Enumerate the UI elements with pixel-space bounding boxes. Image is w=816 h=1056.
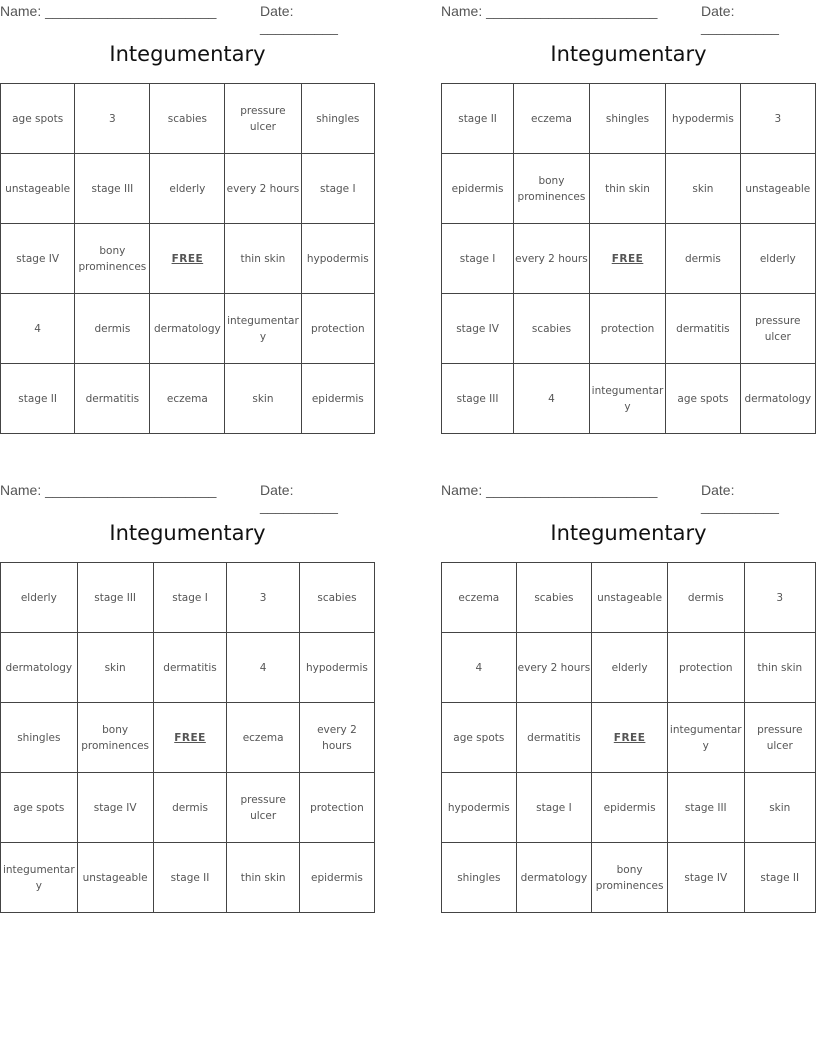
bingo-cell[interactable]: hypodermis <box>299 633 374 703</box>
grid-row <box>442 563 816 633</box>
bingo-cell[interactable]: eczema <box>150 364 225 434</box>
bingo-cell[interactable]: bony prominences <box>75 224 150 294</box>
grid-row <box>442 294 816 364</box>
bingo-cell[interactable]: skin <box>77 633 153 703</box>
bingo-cell[interactable]: eczema <box>227 703 299 773</box>
bingo-cell[interactable]: thin skin <box>225 224 301 294</box>
bingo-grid <box>441 83 816 434</box>
bingo-cell[interactable]: bony prominences <box>514 154 590 224</box>
bingo-cell[interactable]: integumentar y <box>225 294 301 364</box>
bingo-cell[interactable]: stage III <box>442 364 514 434</box>
bingo-cell[interactable]: dermatitis <box>153 633 227 703</box>
bingo-cell[interactable]: 4 <box>514 364 590 434</box>
bingo-cell[interactable]: pressure ulcer <box>740 294 815 364</box>
grid-row <box>442 703 816 773</box>
bingo-cell[interactable]: dermatitis <box>75 364 150 434</box>
bingo-cell[interactable]: stage I <box>516 773 592 843</box>
bingo-cell[interactable]: 3 <box>227 563 299 633</box>
bingo-cell[interactable]: hypodermis <box>442 773 517 843</box>
bingo-cell[interactable]: stage II <box>153 843 227 913</box>
bingo-cell[interactable]: 3 <box>744 563 815 633</box>
bingo-cell[interactable]: dermatitis <box>666 294 740 364</box>
grid-row <box>1 294 375 364</box>
bingo-grid <box>0 562 375 913</box>
bingo-cell[interactable]: hypodermis <box>666 84 740 154</box>
name-field-label[interactable]: Name: ______________________ <box>0 482 217 498</box>
bingo-cell[interactable]: shingles <box>442 843 517 913</box>
bingo-cell[interactable]: stage IV <box>1 224 75 294</box>
grid-row <box>442 633 816 703</box>
bingo-cell[interactable]: stage II <box>1 364 75 434</box>
card-title: Integumentary <box>550 521 707 545</box>
bingo-cell[interactable]: dermatology <box>516 843 592 913</box>
date-field-label[interactable]: Date: __________ <box>701 3 779 35</box>
bingo-cell[interactable]: stage II <box>442 84 514 154</box>
bingo-cell[interactable]: stage IV <box>442 294 514 364</box>
grid-row <box>1 773 375 843</box>
bingo-cell[interactable]: dermis <box>666 224 740 294</box>
bingo-cell[interactable]: eczema <box>514 84 590 154</box>
bingo-cell[interactable]: integumentar y <box>667 703 744 773</box>
grid-row <box>442 84 816 154</box>
bingo-cell[interactable]: shingles <box>301 84 374 154</box>
grid-row <box>1 224 375 294</box>
grid-row <box>442 364 816 434</box>
bingo-cell[interactable]: every 2 hours <box>516 633 592 703</box>
bingo-cell[interactable]: epidermis <box>592 773 668 843</box>
bingo-cell[interactable]: stage III <box>77 563 153 633</box>
bingo-cell[interactable]: stage I <box>301 154 374 224</box>
bingo-cell[interactable]: epidermis <box>442 154 514 224</box>
card-header <box>0 3 375 35</box>
bingo-cell[interactable]: hypodermis <box>301 224 374 294</box>
card-header <box>441 3 816 35</box>
name-field-label[interactable]: Name: ______________________ <box>441 482 658 498</box>
bingo-grid <box>0 83 375 434</box>
bingo-grid <box>441 562 816 913</box>
bingo-cell[interactable]: skin <box>666 154 740 224</box>
bingo-cell[interactable]: shingles <box>1 703 78 773</box>
card-header <box>441 482 816 514</box>
bingo-card <box>441 479 816 913</box>
bingo-cell[interactable]: every 2 hours <box>299 703 374 773</box>
bingo-cell[interactable]: scabies <box>514 294 590 364</box>
bingo-cell[interactable]: shingles <box>589 84 665 154</box>
grid-row <box>1 154 375 224</box>
grid-row <box>442 843 816 913</box>
grid-row <box>1 633 375 703</box>
date-field-label[interactable]: Date: __________ <box>260 3 338 35</box>
grid-row <box>1 703 375 773</box>
grid-row <box>1 563 375 633</box>
date-field-label[interactable]: Date: __________ <box>260 482 338 514</box>
grid-row <box>442 154 816 224</box>
bingo-cell[interactable]: scabies <box>299 563 374 633</box>
free-cell[interactable]: FREE <box>592 703 668 773</box>
name-field-label[interactable]: Name: ______________________ <box>441 3 658 19</box>
bingo-cell[interactable]: thin skin <box>589 154 665 224</box>
bingo-cell[interactable]: protection <box>667 633 744 703</box>
bingo-cell[interactable]: every 2 hours <box>514 224 590 294</box>
bingo-cell[interactable]: thin skin <box>227 843 299 913</box>
bingo-cell[interactable]: dermatitis <box>516 703 592 773</box>
free-cell[interactable]: FREE <box>150 224 225 294</box>
bingo-cell[interactable]: protection <box>299 773 374 843</box>
bingo-cell[interactable]: unstageable <box>1 154 75 224</box>
bingo-cell[interactable]: bony prominences <box>592 843 668 913</box>
bingo-cell[interactable]: dermis <box>75 294 150 364</box>
grid-row <box>442 224 816 294</box>
free-cell[interactable]: FREE <box>589 224 665 294</box>
grid-row <box>1 843 375 913</box>
bingo-cell[interactable]: scabies <box>150 84 225 154</box>
bingo-cell[interactable]: dermis <box>153 773 227 843</box>
bingo-cell[interactable]: stage III <box>75 154 150 224</box>
card-title: Integumentary <box>550 42 707 66</box>
bingo-card <box>0 479 375 913</box>
name-field-label[interactable]: Name: ______________________ <box>0 3 217 19</box>
bingo-cell[interactable]: integumentar y <box>1 843 78 913</box>
bingo-cell[interactable]: skin <box>225 364 301 434</box>
bingo-card <box>441 0 816 434</box>
grid-row <box>442 773 816 843</box>
bingo-cell[interactable]: 4 <box>1 294 75 364</box>
bingo-cell[interactable]: bony prominences <box>77 703 153 773</box>
bingo-cell[interactable]: elderly <box>740 224 815 294</box>
bingo-cell[interactable]: elderly <box>592 633 668 703</box>
bingo-cell[interactable]: stage IV <box>667 843 744 913</box>
bingo-cell[interactable]: stage I <box>442 224 514 294</box>
bingo-cell[interactable]: integumentar y <box>589 364 665 434</box>
bingo-card <box>0 0 375 434</box>
bingo-cell[interactable]: 3 <box>75 84 150 154</box>
bingo-cell[interactable]: pressure ulcer <box>744 703 815 773</box>
bingo-cell[interactable]: age spots <box>666 364 740 434</box>
bingo-cell[interactable]: eczema <box>442 563 517 633</box>
bingo-cell[interactable]: epidermis <box>301 364 374 434</box>
bingo-cell[interactable]: epidermis <box>299 843 374 913</box>
bingo-cell[interactable]: scabies <box>516 563 592 633</box>
bingo-cell[interactable]: dermatology <box>740 364 815 434</box>
bingo-cell[interactable]: protection <box>301 294 374 364</box>
grid-row <box>1 364 375 434</box>
bingo-cell[interactable]: stage IV <box>77 773 153 843</box>
grid-row <box>1 84 375 154</box>
bingo-cell[interactable]: 4 <box>227 633 299 703</box>
bingo-cell[interactable]: 4 <box>442 633 517 703</box>
bingo-cell[interactable]: dermatology <box>1 633 78 703</box>
card-title: Integumentary <box>109 521 266 545</box>
bingo-cell[interactable]: 3 <box>740 84 815 154</box>
bingo-cell[interactable]: dermatology <box>150 294 225 364</box>
bingo-cell[interactable]: dermis <box>667 563 744 633</box>
bingo-cell[interactable]: age spots <box>442 703 517 773</box>
bingo-cell[interactable]: pressure ulcer <box>225 84 301 154</box>
bingo-cell[interactable]: elderly <box>1 563 78 633</box>
date-field-label[interactable]: Date: __________ <box>701 482 779 514</box>
bingo-cell[interactable]: stage I <box>153 563 227 633</box>
bingo-cell[interactable]: elderly <box>150 154 225 224</box>
bingo-cell[interactable]: age spots <box>1 773 78 843</box>
bingo-cell[interactable]: age spots <box>1 84 75 154</box>
bingo-cell[interactable]: skin <box>744 773 815 843</box>
bingo-cell[interactable]: protection <box>589 294 665 364</box>
bingo-cell[interactable]: thin skin <box>744 633 815 703</box>
bingo-cell[interactable]: unstageable <box>592 563 668 633</box>
card-header <box>0 482 375 514</box>
bingo-cell[interactable]: stage II <box>744 843 815 913</box>
bingo-cell[interactable]: pressure ulcer <box>227 773 299 843</box>
bingo-cell[interactable]: every 2 hours <box>225 154 301 224</box>
bingo-cell[interactable]: unstageable <box>77 843 153 913</box>
free-cell[interactable]: FREE <box>153 703 227 773</box>
bingo-cell[interactable]: unstageable <box>740 154 815 224</box>
bingo-cell[interactable]: stage III <box>667 773 744 843</box>
card-title: Integumentary <box>109 42 266 66</box>
